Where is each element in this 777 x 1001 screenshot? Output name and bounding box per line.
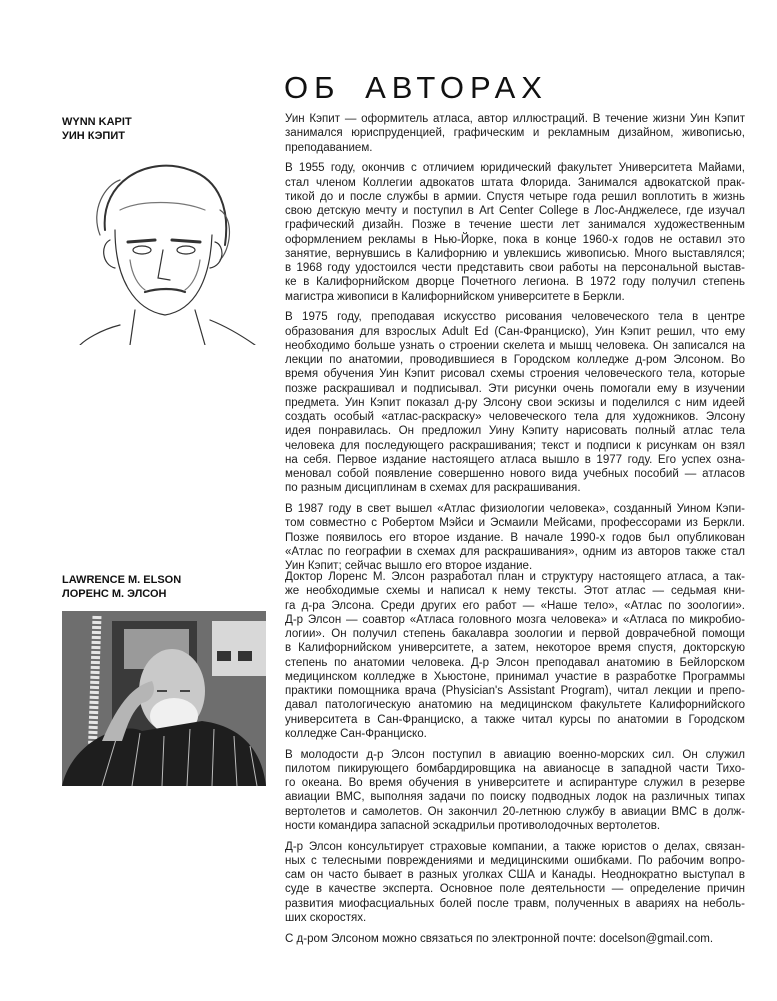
text-line: га д-ра Элсона. Среди других его работ — «Наше тело», «Атлас по зоологии». [285,599,745,612]
text-line: Уин Кэпит; сейчас вышло его второе издание. [285,560,533,572]
bio-paragraph [285,310,745,495]
bio-paragraph [285,112,745,155]
text-line: в 1968 году удостоился чести представить свои работы на персональной выстав- [285,262,745,274]
text-line: в Калифорнийском университете, а затем, некоторое время спустя, докторскую [285,642,745,655]
text-line: давал патологическую анатомию на медицинском факультете Калифорнийского [285,699,745,712]
text-line: степень по анатомии человека. Д-р Элсон преподавал анатомию в Бейлорском [285,656,745,669]
bio-paragraph [285,570,745,741]
elson-photo [62,611,266,786]
text-line: человека для последующего раскрашивания; текст и подписи к рисункам он взял [285,439,745,452]
text-line: суде в качестве эксперта. Основное поле деятельности — определение причин [285,883,745,896]
bio-paragraph [285,748,745,834]
text-line: же необходимые схемы и написал к нему тексты. Этот атлас — седьмая кни- [285,585,745,598]
bio-paragraph [285,502,745,573]
text-line: оформлением рекламы в Нью-Йорке, пока в конце 1960-х годов не оставил это [285,233,745,246]
text-line: Уин Кэпит — оформитель атласа, автор иллюстраций. В течение жизни Уин Кэпит [285,113,745,125]
text-line: ке в Калифорнийском дворце Почетного легиона. В 1972 году получил степень [285,276,745,289]
text-line: вертолетов и самолетов. Он закончил 20-летнюю службу в авиации ВМС в долж- [285,805,745,818]
text-line: стал членом Коллегии адвокатов штата Флорида. Занимался адвокатской прак- [285,176,745,189]
text-line: образования для взрослых Adult Ed (Сан-Франциско), Уин Кэпит решил, что ему [285,325,745,338]
kapit-sketch-portrait [60,150,260,345]
elson-biography [285,570,745,952]
text-line: на себя. Первое издание настоящего атласа вышло в 1977 году. Его успех озна- [285,453,745,466]
text-line: лекции по анатомии, проводившиеся в Городском колледже д-ром Элсоном. Во [285,354,745,366]
text-line: В 1987 году в свет вышел «Атлас физиологии человека», созданный Уином Кэпи- [285,503,745,515]
text-line: пилотом пикирующего бомбардировщика на авианосце в западной части Тихо- [285,762,745,775]
text-line: практики помощника врача (Physician's Assistant Program), читал лекции и препо- [285,685,745,697]
text-line: С д-ром Элсоном можно связаться по электронной почте: docelson@gmail.com. [285,932,714,945]
text-line: колледже Сан-Франциско. [285,727,427,740]
text-line: идея понравилась. Он предложил Уину Кэпиту нарисовать полный атлас тела [285,425,745,438]
text-line: тикой до и после службы в армии. Спустя четыре года решил воплотить в жизнь [285,190,745,203]
text-line: необходимо больше узнать о строении скелета и мышц человека. Он записался на [285,339,745,352]
text-line: Д-р Элсон консультирует страховые компании, а также юристов о делах, связан- [285,840,745,853]
text-line: развития миофасциальных болей после травм, полученных в авариях на неболь- [285,897,745,910]
text-line: Доктор Лоренс М. Элсон разработал план и структуру настоящего атласа, а так- [285,571,745,583]
text-line: преподаванием. [285,141,373,154]
bio-paragraph [285,161,745,304]
text-line: логии». Он получил степень бакалавра зоологии и первой доврачебной помощи [285,628,745,640]
text-line: медицинском колледже в Хьюстоне, принимал участие в разработке Программы [285,670,745,683]
text-line: свою детскую мечту и поступил в Art Center College в Лос-Анджелесе, где изучал [285,205,745,217]
text-line: В 1955 году, окончив с отличием юридический факультет Университета Майами, [285,162,745,175]
text-line: по разным дисциплинам в схемах для раскрашивания. [285,482,581,495]
author-name-en: WYNN KAPIT [62,116,132,128]
text-line: создать особый «атлас-раскраску» человеческого тела для художников. Элсону [285,411,745,423]
text-line: ности командира запасной эскадрильи противолодочных вертолетов. [285,819,661,832]
text-line: занятие, вернувшись в Калифорнию и увлекшись живописью. Много выставлялся; [285,247,745,260]
text-line: университета в Сан-Франциско, а также читал курсы по анатомии в Городском [285,713,745,726]
text-line: графический дизайн. Позже в течение шести лет занимался художественным [285,219,745,232]
author-name-kapit [62,116,132,143]
text-line: позже раскрашивал и подписывал. Эти рисунки очень помогали ему в изучении [285,382,745,395]
author-name-en: LAWRENCE M. ELSON [62,574,182,586]
text-line: занимался юриспруденцией, графическим и рекламным дизайном, живописью, [285,127,745,140]
text-line: Позже появилось его второе издание. В начале 1990-х годов был опубликован [285,531,745,544]
text-line: магистра живописи в Калифорнийском университете в Беркли. [285,290,625,303]
text-line: Д-р Элсон — соавтор «Атласа головного мозга человека» и «Атласа по микробио- [285,613,745,626]
text-line: В молодости д-р Элсон поступил в авиацию военно-морских сил. Он служил [285,748,745,761]
text-line: сам он часто бывает в разных уголках США и Канады. Неоднократно выступал в [285,869,745,881]
page-title: ОБ АВТОРАХ [284,70,548,105]
text-line: меновал собой появление совершенно нового вида учебных пособий — атласов [285,468,745,480]
text-line: «Атлас по географии в схемах для раскрашивания», одним из авторов также стал [285,545,745,558]
text-line: том совместно с Робертом Мэйси и Эсмаили Мейсами, профессорами из Беркли. [285,517,745,530]
bio-paragraph [285,840,745,926]
author-name-ru: ЛОРЕНС М. ЭЛСОН [62,587,167,600]
text-line: время обучения Уин Кэпит рисовал схемы строения человеческого тела, которые [285,368,745,381]
author-name-elson [62,574,181,601]
text-line: ных с телесными повреждениями и медицинскими ошибками. По рабочим вопро- [285,854,745,867]
text-line: ших скоростях. [285,911,367,924]
author-name-ru: УИН КЭПИТ [62,129,125,142]
bio-paragraph [285,932,745,946]
text-line: го океана. Во время обучения в университете и аспирантуре служил в резерве [285,777,745,789]
kapit-biography [285,112,745,580]
text-line: авиации ВМС, выполняя задачи по поиску подводных лодок на различных типах [285,791,745,804]
text-line: предмета. Уин Кэпит показал д-ру Элсону свои эскизы и поделился с ним идеей [285,396,745,409]
text-line: В 1975 году, преподавая искусство рисования человеческого тела в центре [285,311,745,324]
